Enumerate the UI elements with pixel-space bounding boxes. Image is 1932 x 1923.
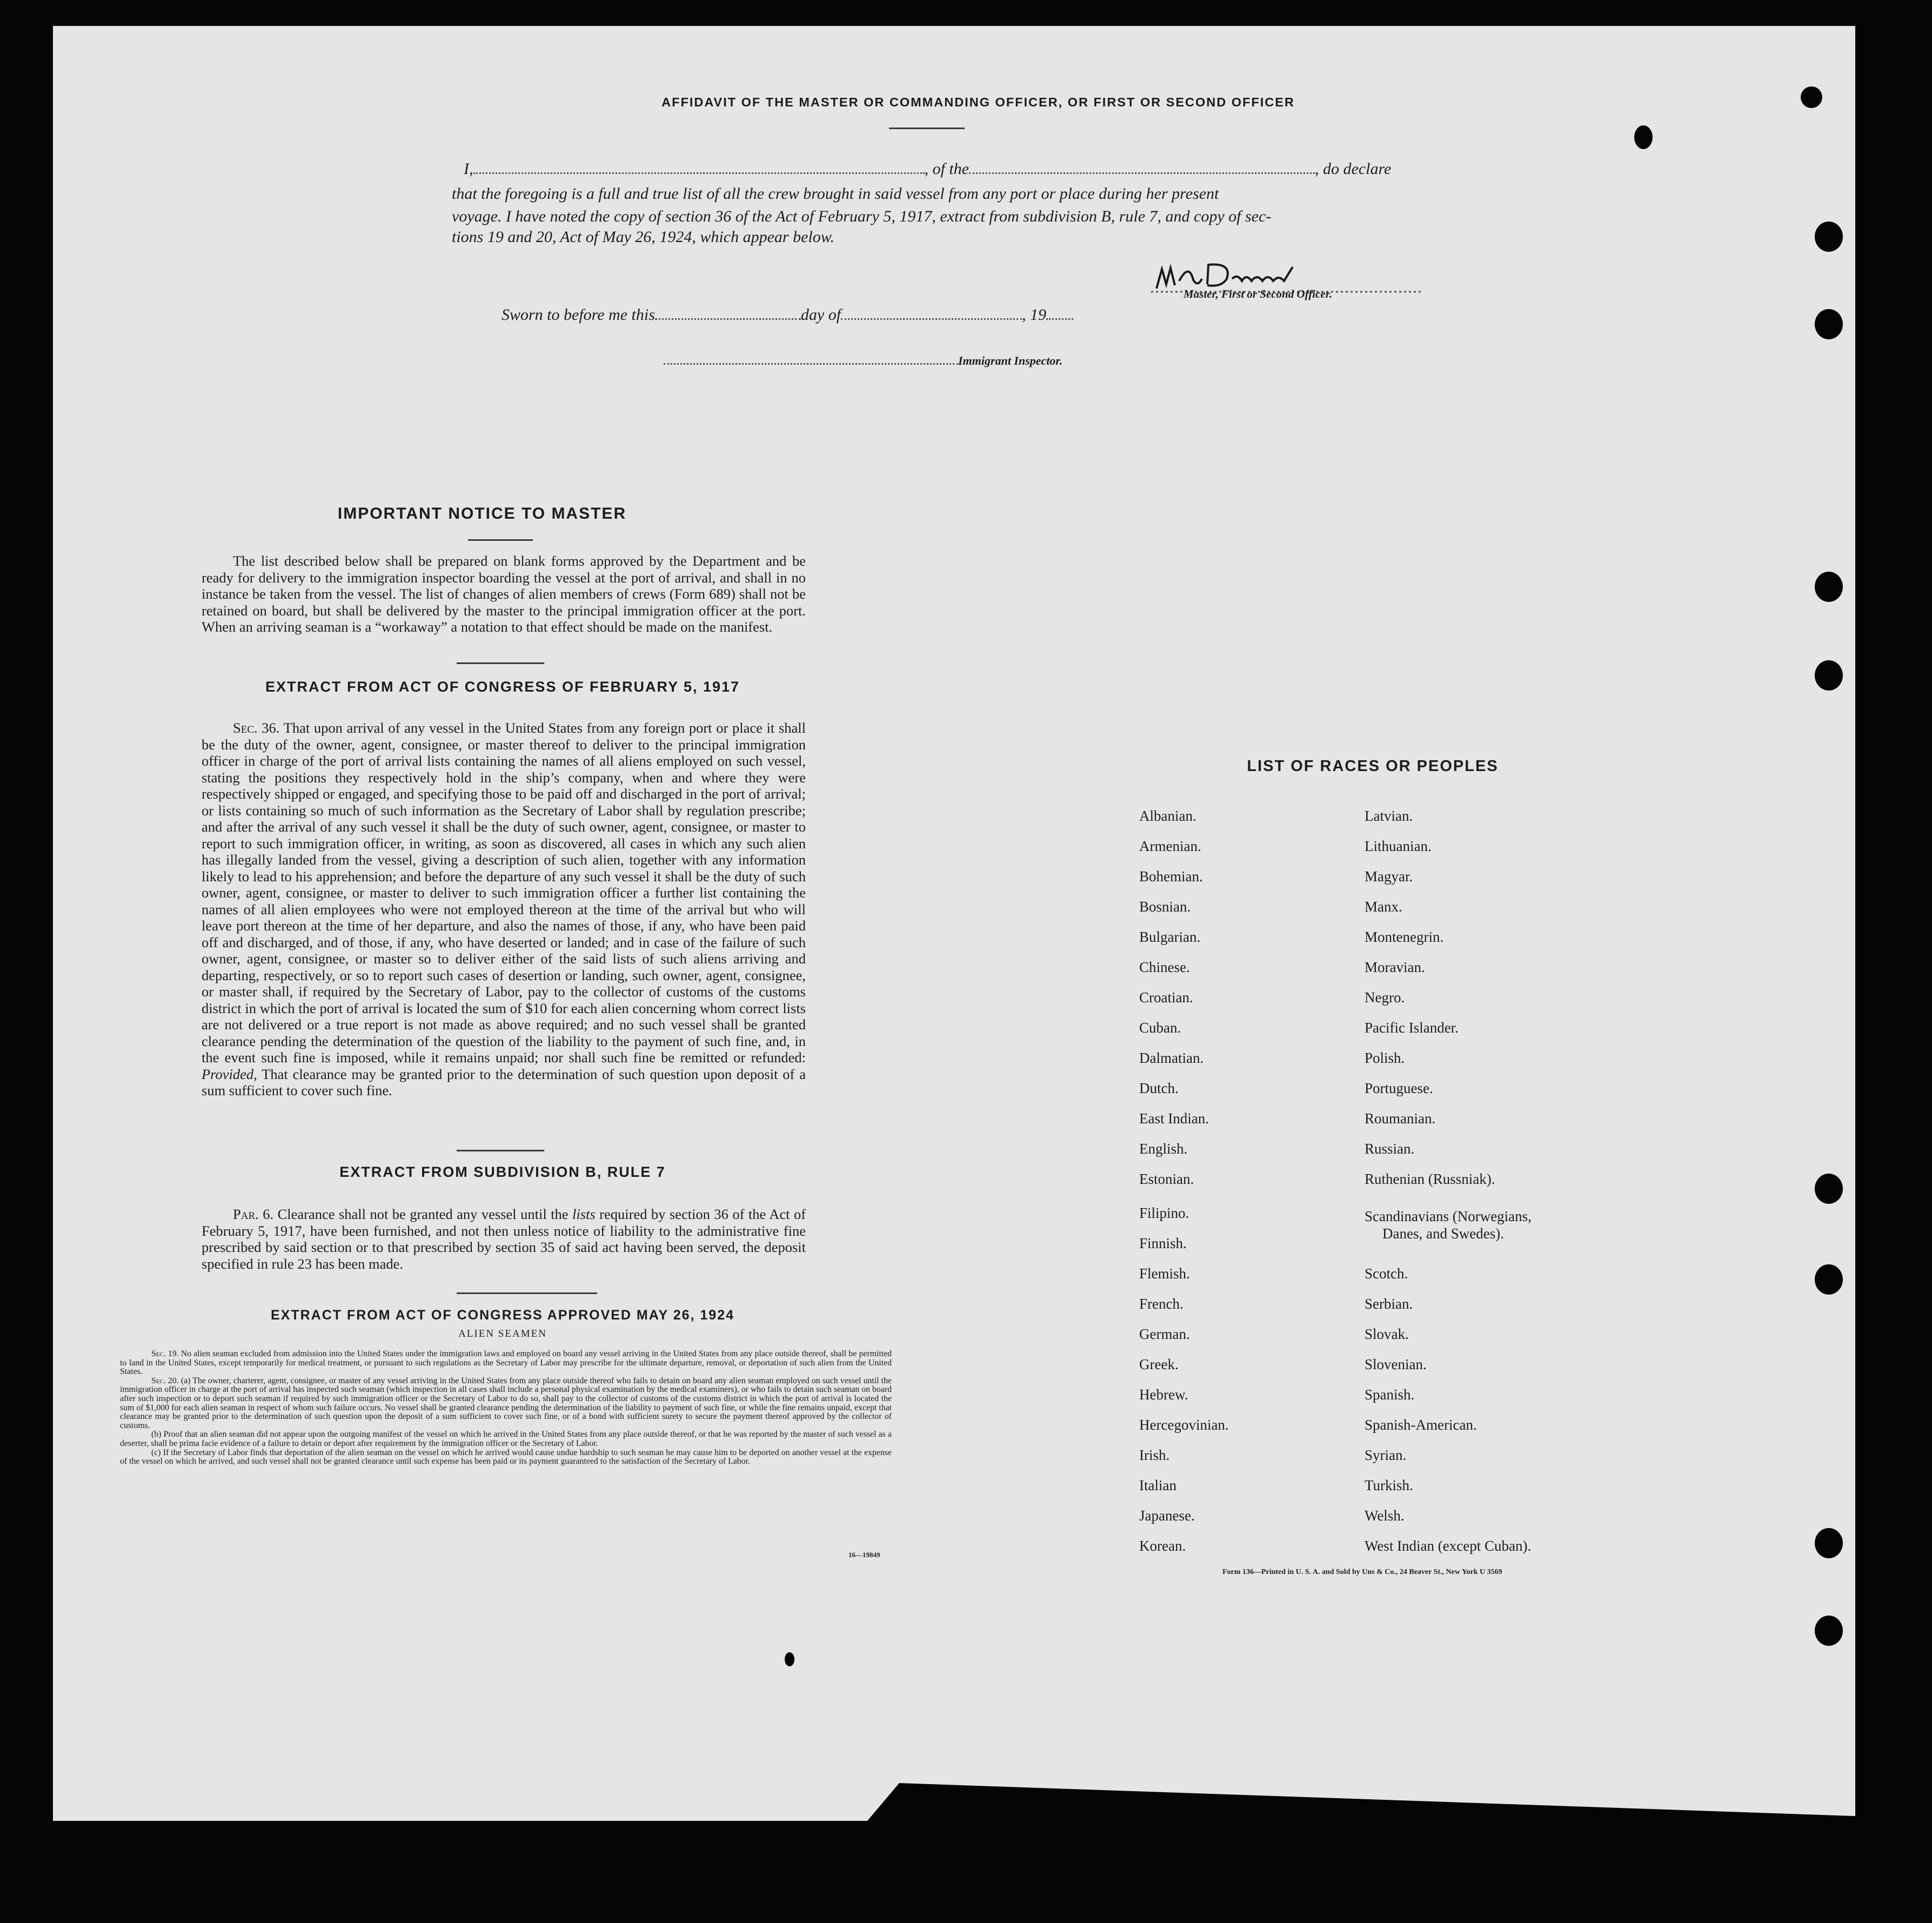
section-label: Sec. 20.: [151, 1376, 179, 1385]
lists-word: lists: [572, 1206, 596, 1222]
punch-hole: [1801, 86, 1822, 108]
sec-19-paragraph: [120, 1350, 892, 1377]
act-1924-title: EXTRACT FROM ACT OF CONGRESS APPROVED MAY 26, 1924: [270, 1308, 735, 1323]
punch-hole: [1815, 1528, 1843, 1558]
punch-hole: [1815, 222, 1843, 252]
affidavit-title: AFFIDAVIT OF THE MASTER OR COMMANDING OFFICER, OR FIRST OR SECOND OFFICER: [661, 95, 1295, 109]
race-item: Finnish.: [1139, 1235, 1187, 1251]
races-title: LIST OF RACES OR PEOPLES: [1247, 758, 1499, 775]
signature-caption: Master, First or Second Officer.: [1184, 287, 1332, 300]
sworn-line: [502, 306, 1073, 324]
race-item: Russian.: [1365, 1141, 1415, 1157]
race-item: Latvian.: [1365, 808, 1413, 824]
divider: [457, 1150, 544, 1151]
act-1924-subtitle: ALIEN SEAMEN: [458, 1328, 547, 1339]
sworn-year: , 19: [1022, 306, 1047, 324]
race-item: Filipino.: [1139, 1205, 1189, 1221]
blank-field: [655, 307, 801, 320]
sworn-prefix: Sworn to before me this: [502, 306, 655, 324]
race-item: East Indian.: [1139, 1110, 1209, 1127]
race-item: Spanish-American.: [1365, 1417, 1477, 1433]
rule-7-text: [202, 1206, 806, 1272]
race-item: French.: [1139, 1296, 1184, 1312]
act-1917-paragraph: [202, 720, 806, 1099]
race-item: Moravian.: [1365, 959, 1425, 975]
punch-hole: [1815, 1174, 1843, 1204]
race-item: Slovak.: [1365, 1326, 1409, 1342]
race-item: Lithuanian.: [1365, 838, 1432, 854]
race-item: Greek.: [1139, 1356, 1179, 1372]
race-item: Polish.: [1365, 1050, 1405, 1066]
inspector-label: Immigrant Inspector.: [958, 354, 1063, 367]
sec-20a-paragraph: [120, 1377, 892, 1431]
affidavit-line-4: tions 19 and 20, Act of May 26, 1924, which appear below.: [452, 228, 835, 246]
divider: [457, 662, 544, 664]
race-item: Magyar.: [1365, 868, 1413, 885]
race-item: Danes, and Swedes).: [1382, 1225, 1504, 1242]
race-item: Korean.: [1139, 1538, 1186, 1554]
act-1924-text: [120, 1350, 892, 1466]
sec-20a-body: (a) The owner, charterer, agent, consignee, or master of any vessel arriving in the United States from any place outside thereof who fails to detain on board any alien seaman employed on such vessel until the immigration officer in charge at the port of arrival has inspected such seaman (which inspection in all cases shall include a personal physical examination by the medical examiners), or who fails to detain such seaman on board after such inspection or to deport such seaman if required by such immigration officer or the Secretary of Labor to do so, shall pay to the collector of customs of the customs district in which the port of arrival is located the sum of $1,000 for each alien seaman in respect of whom such failure occurs. No vessel shall be granted clearance pending the determination of the liability to payment of such fine, or while the fine remains unpaid, except that clearance may be granted prior to the determination of such question upon the deposit of a sum sufficient to cover such fine, or of a bond with sufficient surety to secure the payment thereof approved by the collector of customs.: [120, 1376, 892, 1430]
sec-20b-paragraph: (b) Proof that an alien seaman did not appear upon the outgoing manifest of the vessel on which he arrived in the United States from any place outside thereof, or that he was reported by the master of such vessel as a deserter, shall be prima facie evidence of a failure to detain or deport after requirement by the immigration officer or the Secretary of Labor.: [120, 1430, 892, 1448]
race-item: Dutch.: [1139, 1080, 1179, 1096]
rule-7-body-a: Clearance shall not be granted any vessel until the: [277, 1206, 569, 1222]
sec-19-body: No alien seaman excluded from admission into the United States under the immigration laws and employed on board any vessel arriving in the United States from any place outside thereof, shall be permitted to land in the United States, except temporarily for medical treatment, or pursuant to such regulations as the Secretary of Labor may prescribe for the ultimate departure, removal, or deportation of such alien from the United States.: [120, 1349, 892, 1377]
race-item: Scandinavians (Norwegians,: [1365, 1208, 1532, 1224]
sec-20c-paragraph: (c) If the Secretary of Labor finds that deportation of the alien seaman on the vessel on which he arrived would cause undue hardship to such seaman he may cause him to be deported on another vessel at the expense of the vessel on which he arrived, and such vessel shall not be granted clearance until such expense has been paid or its payment guaranteed to the satisfaction of the Secretary of Labor.: [120, 1448, 892, 1466]
race-item: Montenegrin.: [1365, 929, 1444, 945]
race-item: Bulgarian.: [1139, 929, 1201, 945]
punch-hole: [1815, 1616, 1843, 1646]
inspector-line: [664, 352, 1062, 368]
printer-footer: Form 136—Printed in U. S. A. and Sold by Uns & Co., 24 Beaver St., New York U 3569: [1222, 1568, 1502, 1576]
punch-hole: [785, 1652, 794, 1666]
race-item: Serbian.: [1365, 1296, 1413, 1312]
notice-paragraph: The list described below shall be prepared on blank forms approved by the Department and be ready for delivery to the immigration inspector boarding the vessel at the port of arrival, and shall in no instance be taken from the vessel. The list of changes of alien members of crews (Form 689) shall not be retained on board, but shall be delivered by the master to the principal immigration officer at the port. When an arriving seaman is a “workaway” a notation to that effect should be made on the manifest.: [202, 553, 806, 635]
race-item: Negro.: [1365, 989, 1405, 1006]
race-item: Ruthenian (Russniak).: [1365, 1171, 1495, 1187]
section-label: Sec. 36.: [233, 720, 280, 736]
affidavit-of-the: , of the: [924, 160, 969, 178]
form-number: 16—19849: [848, 1551, 880, 1559]
blank-field: [664, 352, 958, 365]
affidavit-declare: , do declare: [1315, 160, 1392, 178]
race-item: German.: [1139, 1326, 1190, 1342]
race-item: Italian: [1139, 1477, 1176, 1493]
blank-field: [969, 162, 1315, 174]
race-item: Chinese.: [1139, 959, 1190, 975]
race-item: Bohemian.: [1139, 868, 1203, 885]
divider: [468, 539, 533, 541]
divider: [457, 1292, 597, 1294]
section-body: That upon arrival of any vessel in the United States from any foreign port or place it shall be the duty of the owner, agent, consignee, or master thereof to deliver to the principal immigration officer in charge of the port of arrival lists containing the names of all aliens employed on such vessel, stating the positions they respectively hold in the ship’s company, when and where they were respectively shipped or engaged, and specifying those to be paid off and discharged in the port of arrival; or lists containing so much of such information as the Secretary of Labor shall by regulation prescribe; and after the arrival of any such vessel it shall be the duty of such owner, agent, consignee, or master to report to such immigration officer, in writing, as soon as discovered, all cases in which any such alien has illegally landed from the vessel, giving a description of such alien, together with any information likely to lead to his apprehension; and before the departure of any such vessel it shall be the duty of such owner, agent, consignee, or master to deliver to such immigration officer a further list containing the names of all alien employees who were not employed thereon at the time of the arrival but who will leave port thereon at the time of her departure, and also the names of those, if any, who have been paid off and discharged, and of those, if any, who have deserted or landed; and in case of the failure of such owner, agent, consignee, or master so to deliver either of the said lists of such aliens arriving and departing, respectively, or so to report such cases of desertion or landing, such owner, agent, consignee, or master shall, if required by the Secretary of Labor, pay to the collector of customs of the customs district in which the port of arrival is located the sum of $10 for each alien concerning whom correct lists are not delivered or a true report is not made as above required; and no such vessel shall be granted clearance pending the determination of the question of the liability to the payment of such fine, and, in the event such fine is imposed, while it remains unpaid; nor shall such fine be remitted or refunded:: [202, 720, 806, 1066]
divider: [889, 128, 965, 129]
affidavit-line-3: voyage. I have noted the copy of section 36 of the Act of February 5, 1917, extract from subdivision B, rule 7, and copy of sec-: [452, 207, 1272, 225]
race-item: English.: [1139, 1141, 1188, 1157]
race-item: Portuguese.: [1365, 1080, 1433, 1096]
race-item: Flemish.: [1139, 1265, 1190, 1282]
punch-hole: [1815, 660, 1843, 691]
affidavit-line-1: [464, 160, 1391, 178]
race-item: Armenian.: [1139, 838, 1201, 854]
blank-field: [841, 307, 1022, 320]
race-item: Manx.: [1365, 899, 1402, 915]
rule-7-title: EXTRACT FROM SUBDIVISION B, RULE 7: [339, 1164, 666, 1180]
blank-field: [473, 162, 925, 174]
blank-field: [1046, 307, 1073, 320]
paragraph-label: Par. 6.: [233, 1206, 274, 1222]
race-item: West Indian (except Cuban).: [1365, 1538, 1532, 1554]
race-item: Spanish.: [1365, 1386, 1415, 1403]
race-item: Syrian.: [1365, 1447, 1407, 1463]
act-1917-text: [202, 720, 806, 1099]
race-item: Hebrew.: [1139, 1386, 1188, 1403]
race-item: Pacific Islander.: [1365, 1020, 1459, 1036]
affidavit-i: I,: [464, 160, 473, 178]
punch-hole: [1815, 572, 1843, 602]
race-item: Turkish.: [1365, 1477, 1413, 1493]
race-item: Japanese.: [1139, 1507, 1195, 1524]
punch-hole: [1815, 1264, 1843, 1295]
notice-text: [202, 553, 806, 635]
section-label: Sec. 19.: [151, 1349, 179, 1358]
race-item: Croatian.: [1139, 989, 1193, 1006]
race-item: Irish.: [1139, 1447, 1170, 1463]
notice-title: IMPORTANT NOTICE TO MASTER: [337, 505, 627, 522]
race-item: Estonian.: [1139, 1171, 1194, 1187]
race-item: Welsh.: [1365, 1507, 1405, 1524]
race-item: Scotch.: [1365, 1265, 1408, 1282]
act-1917-title: EXTRACT FROM ACT OF CONGRESS OF FEBRUARY 5, 1917: [265, 679, 740, 695]
race-item: Albanian.: [1139, 808, 1196, 824]
section-end: That clearance may be granted prior to the determination of such question upon deposit of a sum sufficient to cover such fine.: [202, 1066, 806, 1098]
punch-hole: [1634, 125, 1653, 149]
race-item: Cuban.: [1139, 1020, 1181, 1036]
race-item: Hercegovinian.: [1139, 1417, 1229, 1433]
affidavit-line-2: that the foregoing is a full and true list of all the crew brought in said vessel from any port or place during her present: [452, 185, 1219, 203]
race-item: Roumanian.: [1365, 1110, 1436, 1127]
race-item: Slovenian.: [1365, 1356, 1427, 1372]
provided-word: Provided,: [202, 1066, 257, 1082]
sworn-day: day of: [800, 306, 841, 324]
rule-7-body-b: required by section 36 of the Act of February 5, 1917, have been furnished, and not then unless notice of liability to the administrative fine prescribed by said section or to that prescribed by section 35 of said act having been served, the deposit specified in rule 23 has been made.: [202, 1206, 806, 1272]
race-item: Dalmatian.: [1139, 1050, 1204, 1066]
rule-7-paragraph: [202, 1206, 806, 1272]
race-item: Bosnian.: [1139, 899, 1191, 915]
punch-hole: [1815, 309, 1843, 339]
